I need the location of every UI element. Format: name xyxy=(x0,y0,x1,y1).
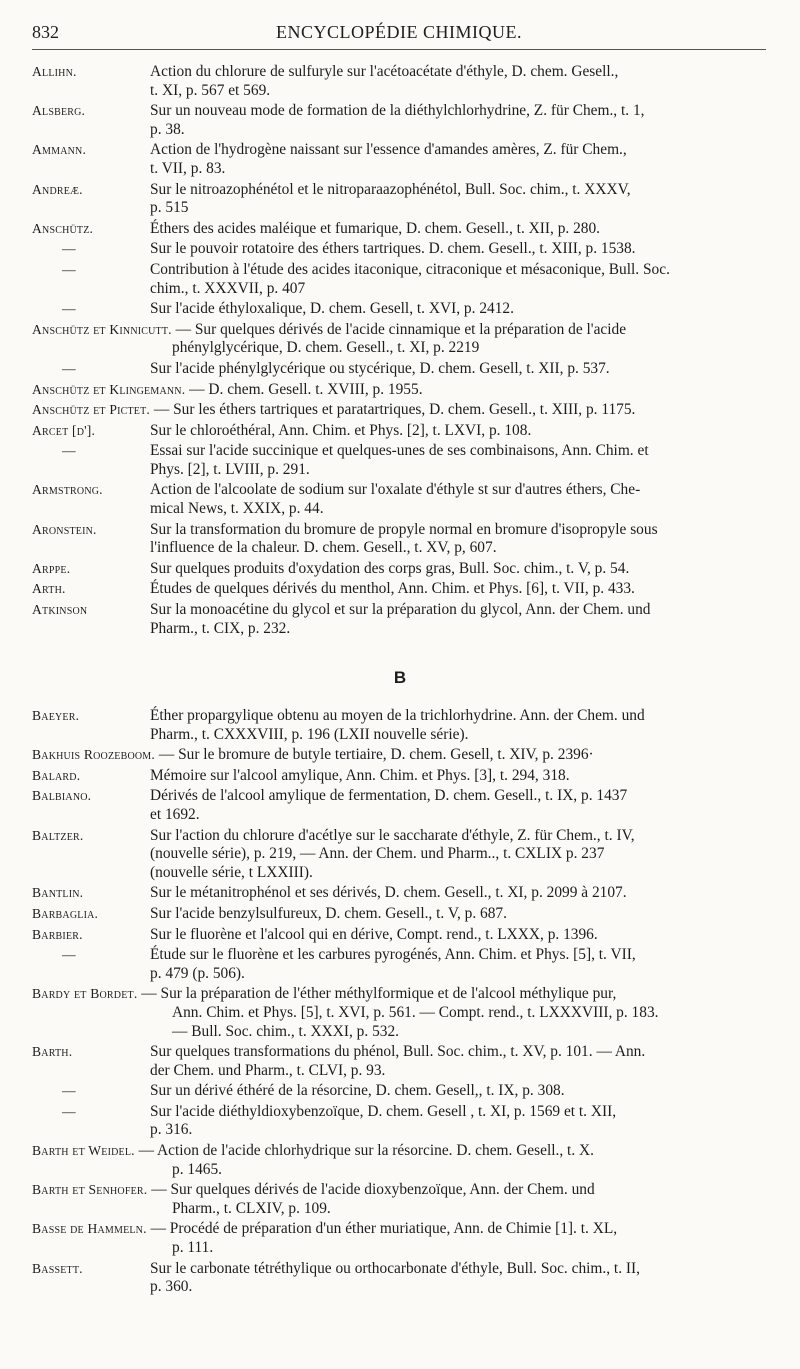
entry-author: Bantlin. xyxy=(32,885,84,901)
bibliography-entry xyxy=(32,985,766,1041)
bibliography-entry xyxy=(32,884,766,903)
entry-body xyxy=(150,300,766,319)
entry-author: Armstrong. xyxy=(32,482,103,498)
bibliography-entry xyxy=(32,1082,766,1101)
entry-lead-text: — Action de l'acide chlorhydrique sur la résorcine. D. chem. Gesell., t. X. xyxy=(134,1142,594,1160)
entry-body xyxy=(150,926,766,945)
bibliography-entry xyxy=(32,580,766,599)
running-title: ENCYCLOPÉDIE CHIMIQUE. xyxy=(276,22,522,42)
bibliography-entry xyxy=(32,926,766,945)
bibliography-entry xyxy=(32,360,766,379)
entry-line: Ann. Chim. et Phys. [5], t. XVI, p. 561. — Compt. rend., t. LXXXVIII, p. 183. xyxy=(172,1003,659,1021)
entry-line: et 1692. xyxy=(150,805,200,823)
entry-line: Sur l'action du chlorure d'acétlye sur le saccharate d'éthyle, Z. für Chem., t. IV, xyxy=(150,826,635,844)
entry-lead-text: — Sur quelques dérivés de l'acide dioxybenzoïque, Ann. der Chem. und xyxy=(147,1181,595,1199)
entry-lead-text: — Sur le bromure de butyle tertiaire, D. chem. Gesell, t. XIV, p. 2396· xyxy=(154,746,594,764)
entry-line: Sur l'acide phénylglycérique ou stycérique, D. chem. Gesell, t. XII, p. 537. xyxy=(150,359,610,377)
entry-lead-text: — D. chem. Gesell. t. XVIII, p. 1955. xyxy=(185,380,423,398)
entry-line: Sur un dérivé éthéré de la résorcine, D. chem. Gesell,, t. IX, p. 308. xyxy=(150,1082,565,1100)
entry-body xyxy=(150,360,766,379)
entry-author: Basse de Hammeln. xyxy=(32,1221,147,1237)
entry-line: Sur le nitroazophénétol et le nitroparaazophénétol, Bull. Soc. chim., t. XXXV, xyxy=(150,180,631,198)
entry-body xyxy=(150,141,766,178)
bibliography-entry xyxy=(32,1103,766,1140)
entry-line: Contribution à l'étude des acides itaconique, citraconique et mésaconique, Bull. Soc. xyxy=(150,260,670,278)
bibliography-entry xyxy=(32,422,766,441)
entry-lead-text: — Sur les éthers tartriques et paratartriques, D. chem. Gesell., t. XIII, p. 1175. xyxy=(150,401,636,419)
entry-line: Éthers des acides maléique et fumarique, D. chem. Gesell., t. XII, p. 280. xyxy=(150,219,601,237)
ditto-dash: — xyxy=(62,1103,76,1119)
entry-line: Sur un nouveau mode de formation de la diéthylchlorhydrine, Z. für Chem., t. 1, xyxy=(150,102,645,120)
entry-author: Anschütz et Klingemann. xyxy=(32,381,186,397)
entry-author: Baltzer. xyxy=(32,827,84,843)
entry-author: Barth et Senhofer. xyxy=(32,1182,148,1198)
entry-body xyxy=(150,580,766,599)
entry-body xyxy=(150,560,766,579)
entry-body xyxy=(150,1082,766,1101)
entry-line: p. 38. xyxy=(150,120,185,138)
entry-line: Sur l'acide benzylsulfureux, D. chem. Gesell., t. V, p. 687. xyxy=(150,904,507,922)
bibliography-entry xyxy=(32,220,766,239)
entry-line: — Bull. Soc. chim., t. XXXI, p. 532. xyxy=(172,1022,400,1040)
bibliography-entry xyxy=(32,102,766,139)
bibliography-entry xyxy=(32,300,766,319)
bibliography-entry xyxy=(32,707,766,744)
entry-author: Barbaglia. xyxy=(32,905,99,921)
bibliography-entry xyxy=(32,141,766,178)
ditto-dash: — xyxy=(62,241,76,257)
bibliography-entry xyxy=(32,240,766,259)
entry-line: t. XI, p. 567 et 569. xyxy=(150,81,271,99)
bibliography-entry xyxy=(32,481,766,518)
entry-line: Pharm., t. CIX, p. 232. xyxy=(150,619,291,637)
entry-line: Sur l'acide éthyloxalique, D. chem. Gesell, t. XVI, p. 2412. xyxy=(150,300,514,318)
bibliography-entry xyxy=(32,767,766,786)
entry-author: Anschütz et Pictet. xyxy=(32,402,151,418)
entry-body xyxy=(150,767,766,786)
entry-body xyxy=(150,521,766,558)
page-number: 832 xyxy=(32,22,59,42)
entry-line: p. 479 (p. 506). xyxy=(150,964,245,982)
entry-body xyxy=(150,240,766,259)
entry-author: Barth. xyxy=(32,1044,73,1060)
bibliography-entry xyxy=(32,63,766,100)
entry-body xyxy=(150,1103,766,1140)
entry-body xyxy=(32,1142,766,1179)
bibliography-entry xyxy=(32,1220,766,1257)
entry-line: mical News, t. XXIX, p. 44. xyxy=(150,500,324,518)
section-letter: B xyxy=(393,668,407,687)
ditto-dash: — xyxy=(62,1083,76,1099)
entry-body xyxy=(150,481,766,518)
entry-body xyxy=(150,827,766,883)
bibliography-entry xyxy=(32,746,766,765)
ditto-dash: — xyxy=(62,360,76,376)
entry-line: Sur le chloroéthéral, Ann. Chim. et Phys. [2], t. LXVI, p. 108. xyxy=(150,421,532,439)
entry-author: Ammann. xyxy=(32,142,87,158)
entry-line: Action de l'alcoolate de sodium sur l'oxalate d'éthyle st sur d'autres éthers, Che- xyxy=(150,481,641,499)
entry-line: p. 316. xyxy=(150,1121,193,1139)
entries-b-section xyxy=(32,707,766,1299)
entry-author: Barbier. xyxy=(32,926,83,942)
entry-line: Mémoire sur l'alcool amylique, Ann. Chim. et Phys. [3], t. 294, 318. xyxy=(150,766,570,784)
entry-line: Sur quelques produits d'oxydation des corps gras, Bull. Soc. chim., t. V, p. 54. xyxy=(150,559,630,577)
entry-body xyxy=(32,401,766,420)
entry-line: chim., t. XXXVII, p. 407 xyxy=(150,279,306,297)
entry-body xyxy=(150,884,766,903)
entry-body xyxy=(150,707,766,744)
bibliography-entry xyxy=(32,560,766,579)
bibliography-entry xyxy=(32,1181,766,1218)
entry-line: p. 111. xyxy=(172,1239,214,1257)
bibliography-entry xyxy=(32,1142,766,1179)
entry-body xyxy=(150,601,766,638)
entry-body xyxy=(150,1043,766,1080)
entry-lead-text: — Sur la préparation de l'éther méthylformique et de l'alcool méthylique pur, xyxy=(137,985,617,1003)
entry-author: Anschütz. xyxy=(32,220,94,236)
entry-line: Dérivés de l'alcool amylique de fermentation, D. chem. Gesell., t. IX, p. 1437 xyxy=(150,787,628,805)
entry-lead-text: — Sur quelques dérivés de l'acide cinnamique et la préparation de l'acide xyxy=(171,320,627,338)
entry-line: Pharm., t. CXXXVIII, p. 196 (LXII nouvelle série). xyxy=(150,725,469,743)
entry-author: Atkinson xyxy=(32,602,88,618)
entry-line: Étude sur le fluorène et les carbures pyrogénés, Ann. Chim. et Phys. [5], t. VII, xyxy=(150,946,636,964)
entry-line: (nouvelle série), p. 219, — Ann. der Chem. und Pharm.., t. CXLIX p. 237 xyxy=(150,845,605,863)
entry-author: Andreæ. xyxy=(32,181,83,197)
entry-line: l'influence de la chaleur. D. chem. Gesell., t. XV, p, 607. xyxy=(150,539,497,557)
entry-line: Essai sur l'acide succinique et quelques-unes de ses combinaisons, Ann. Chim. et xyxy=(150,442,649,460)
entry-line: Sur le fluorène et l'alcool qui en dérive, Compt. rend., t. LXXX, p. 1396. xyxy=(150,925,598,943)
entry-line: Sur le pouvoir rotatoire des éthers tartriques. D. chem. Gesell., t. XIII, p. 1538. xyxy=(150,240,636,258)
entry-body xyxy=(150,1260,766,1297)
bibliography-entry xyxy=(32,401,766,420)
entry-body xyxy=(150,63,766,100)
bibliography-entry xyxy=(32,905,766,924)
entry-line: Sur l'acide diéthyldioxybenzoïque, D. chem. Gesell , t. XI, p. 1569 et t. XII, xyxy=(150,1102,617,1120)
entry-body xyxy=(32,985,766,1041)
entry-line: der Chem. und Pharm., t. CLVI, p. 93. xyxy=(150,1061,386,1079)
entry-line: Pharm., t. CLXIV, p. 109. xyxy=(172,1199,331,1217)
entry-body xyxy=(150,261,766,298)
bibliography-entry xyxy=(32,261,766,298)
ditto-dash: — xyxy=(62,947,76,963)
bibliography-entry xyxy=(32,442,766,479)
bibliography-entry xyxy=(32,1043,766,1080)
entry-author: Bardy et Bordet. xyxy=(32,986,138,1002)
entry-body xyxy=(150,905,766,924)
entry-body xyxy=(150,442,766,479)
entry-body xyxy=(150,181,766,218)
entry-author: Arth. xyxy=(32,581,66,597)
entry-author: Baeyer. xyxy=(32,708,80,723)
entry-author: Balard. xyxy=(32,767,81,783)
entry-line: Éther propargylique obtenu au moyen de la trichlorhydrine. Ann. der Chem. und xyxy=(150,707,645,724)
ditto-dash: — xyxy=(62,261,76,277)
entry-line: p. 360. xyxy=(150,1278,193,1296)
entry-body xyxy=(32,321,766,358)
entry-author: Arcet [d']. xyxy=(32,422,96,438)
entry-line: p. 1465. xyxy=(172,1160,223,1178)
entry-line: Sur le carbonate tétréthylique ou orthocarbonate d'éthyle, Bull. Soc. chim., t. II, xyxy=(150,1259,640,1277)
entry-author: Arppe. xyxy=(32,560,71,576)
entry-line: phénylglycérique, D. chem. Gesell., t. XI, p. 2219 xyxy=(172,339,480,357)
entry-body xyxy=(150,787,766,824)
entry-line: Études de quelques dérivés du menthol, Ann. Chim. et Phys. [6], t. VII, p. 433. xyxy=(150,580,635,598)
entry-author: Anschütz et Kinnicutt. xyxy=(32,321,172,337)
entry-line: t. VII, p. 83. xyxy=(150,159,226,177)
bibliography-entry xyxy=(32,381,766,400)
entry-author: Aronstein. xyxy=(32,521,97,537)
entry-body xyxy=(150,220,766,239)
bibliography-entry xyxy=(32,1260,766,1297)
entry-line: Action du chlorure de sulfuryle sur l'acétoacétate d'éthyle, D. chem. Gesell., xyxy=(150,63,619,80)
bibliography-entry xyxy=(32,321,766,358)
bibliography-entry xyxy=(32,521,766,558)
page-header xyxy=(32,22,766,46)
entry-author: Balbiano. xyxy=(32,788,92,804)
bibliography-entry xyxy=(32,181,766,218)
header-rule xyxy=(32,49,766,50)
entry-body xyxy=(150,422,766,441)
entry-line: Action de l'hydrogène naissant sur l'essence d'amandes amères, Z. für Chem., xyxy=(150,141,627,159)
entries-a-section xyxy=(32,63,766,640)
entry-line: p. 515 xyxy=(150,199,189,217)
ditto-dash: — xyxy=(62,301,76,317)
entry-line: Sur quelques transformations du phénol, Bull. Soc. chim., t. XV, p. 101. — Ann. xyxy=(150,1043,646,1061)
entry-line: Sur la transformation du bromure de propyle normal en bromure d'isopropyle sous xyxy=(150,520,658,538)
entry-body xyxy=(32,746,766,765)
ditto-dash: — xyxy=(62,443,76,459)
entry-body xyxy=(32,381,766,400)
entry-body xyxy=(32,1181,766,1218)
entry-author: Allihn. xyxy=(32,64,77,79)
entry-body xyxy=(150,102,766,139)
entry-lead-text: — Procédé de préparation d'un éther muriatique, Ann. de Chimie [1]. t. XL, xyxy=(146,1220,618,1238)
bibliography-entry xyxy=(32,946,766,983)
bibliography-entry xyxy=(32,827,766,883)
entry-line: (nouvelle série, t LXXIII). xyxy=(150,863,313,881)
entry-line: Sur le métanitrophénol et ses dérivés, D. chem. Gesell., t. XI, p. 2099 à 2107. xyxy=(150,884,627,902)
entry-body xyxy=(32,1220,766,1257)
entry-line: Sur la monoacétine du glycol et sur la préparation du glycol, Ann. der Chem. und xyxy=(150,601,651,619)
bibliography-entry xyxy=(32,787,766,824)
entry-author: Barth et Weidel. xyxy=(32,1143,135,1159)
entry-author: Bassett. xyxy=(32,1260,83,1276)
entry-author: Bakhuis Roozeboom. xyxy=(32,747,155,763)
entry-author: Alsberg. xyxy=(32,103,86,119)
entry-line: Phys. [2], t. LVIII, p. 291. xyxy=(150,460,310,478)
entry-body xyxy=(150,946,766,983)
bibliography-entry xyxy=(32,601,766,638)
